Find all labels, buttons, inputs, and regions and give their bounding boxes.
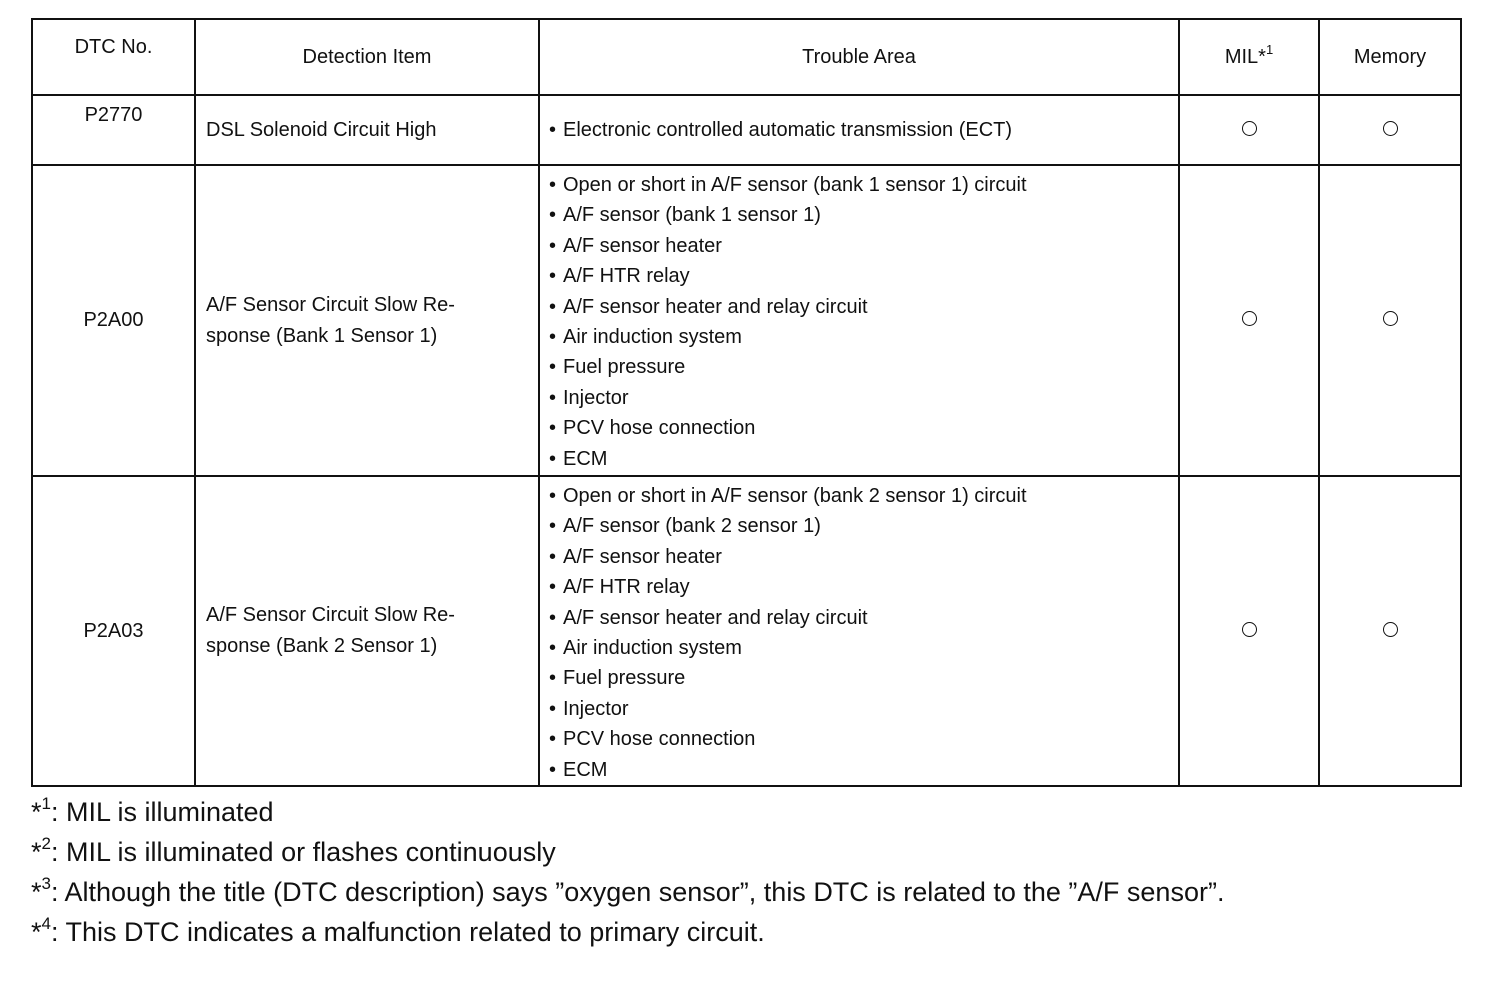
circle-icon xyxy=(1383,311,1398,326)
circle-icon xyxy=(1383,622,1398,637)
bullet-icon: • xyxy=(549,118,557,141)
table-row xyxy=(32,165,1461,476)
list-item-text: Air induction system xyxy=(563,326,742,349)
dtc-code: P2A00 xyxy=(32,165,195,476)
list-item-text: ECM xyxy=(563,758,608,781)
list-item xyxy=(549,724,1178,754)
footnote-text: : MIL is illuminated xyxy=(50,797,274,827)
list-item xyxy=(549,663,1178,693)
list-item xyxy=(549,413,1178,443)
list-item-text: Injector xyxy=(563,697,629,720)
footnotes xyxy=(31,792,1471,952)
mil-cell xyxy=(1179,476,1319,786)
list-item-text: A/F sensor heater xyxy=(563,234,722,257)
bullet-icon: • xyxy=(549,386,557,409)
footnote-asterisk: * xyxy=(31,877,42,907)
list-item xyxy=(549,292,1178,322)
bullet-icon: • xyxy=(549,234,557,257)
bullet-icon: • xyxy=(549,667,557,690)
footnote xyxy=(31,792,1471,832)
list-item-text: Open or short in A/F sensor (bank 1 sensor 1) circuit xyxy=(563,174,1027,196)
footnote-number: 3 xyxy=(41,874,51,893)
header-memory: Memory xyxy=(1319,19,1461,95)
detection-item xyxy=(195,165,539,476)
table-header-row xyxy=(32,19,1461,95)
header-mil xyxy=(1179,19,1319,95)
memory-cell xyxy=(1319,165,1461,476)
bullet-icon: • xyxy=(549,485,557,507)
trouble-area-list xyxy=(549,477,1178,785)
list-item-text: A/F sensor heater and relay circuit xyxy=(563,606,868,629)
bullet-icon: • xyxy=(549,606,557,629)
footnote-number: 4 xyxy=(41,914,51,933)
list-item-text: A/F HTR relay xyxy=(563,576,690,599)
list-item-text: ECM xyxy=(563,447,608,470)
bullet-icon: • xyxy=(549,356,557,379)
list-item xyxy=(549,322,1178,352)
footnote-text: : Although the title (DTC description) says ”oxygen sensor”, this DTC is related to the ”A/F sensor”. xyxy=(50,877,1225,907)
list-item xyxy=(549,352,1178,382)
footnote xyxy=(31,832,1471,872)
list-item-text: Air induction system xyxy=(563,637,742,660)
table-row xyxy=(32,95,1461,165)
list-item xyxy=(549,542,1178,572)
header-trouble-area: Trouble Area xyxy=(539,19,1179,95)
list-item xyxy=(549,261,1178,291)
detection-item xyxy=(195,476,539,786)
detection-item-line: sponse (Bank 1 Sensor 1) xyxy=(206,324,438,347)
list-item xyxy=(549,383,1178,413)
list-item-text: A/F sensor (bank 1 sensor 1) xyxy=(563,204,821,227)
header-mil-label: MIL* xyxy=(1224,45,1266,68)
memory-cell xyxy=(1319,476,1461,786)
list-item-text: PCV hose connection xyxy=(563,728,756,751)
trouble-area xyxy=(539,476,1179,786)
trouble-area xyxy=(539,95,1179,165)
detection-item-line: DSL Solenoid Circuit High xyxy=(206,118,437,141)
bullet-icon: • xyxy=(549,417,557,440)
detection-item-line: sponse (Bank 2 Sensor 1) xyxy=(206,635,438,658)
footnote-mark xyxy=(31,792,51,832)
dtc-code: P2770 xyxy=(32,95,195,165)
bullet-icon: • xyxy=(549,637,557,660)
detection-item-line: A/F Sensor Circuit Slow Re- xyxy=(206,604,455,627)
bullet-icon: • xyxy=(549,326,557,349)
circle-icon xyxy=(1383,121,1398,136)
memory-cell xyxy=(1319,95,1461,165)
footnote-mark xyxy=(31,872,51,912)
footnote xyxy=(31,872,1471,912)
footnote-mark xyxy=(31,832,51,872)
footnote-number: 1 xyxy=(41,794,51,813)
mil-cell xyxy=(1179,95,1319,165)
list-item-text: A/F sensor heater xyxy=(563,545,722,568)
bullet-icon: • xyxy=(549,758,557,781)
bullet-icon: • xyxy=(549,265,557,288)
footnote-number: 2 xyxy=(41,834,51,853)
footnote-asterisk: * xyxy=(31,837,42,867)
list-item xyxy=(549,481,1178,511)
table-row xyxy=(32,476,1461,786)
list-item-text: Electronic controlled automatic transmission (ECT) xyxy=(563,118,1013,141)
list-item xyxy=(549,694,1178,724)
footnote-asterisk: * xyxy=(31,797,42,827)
list-item-text: Fuel pressure xyxy=(563,667,686,690)
list-item-text: A/F sensor (bank 2 sensor 1) xyxy=(563,515,821,538)
list-item-text: Injector xyxy=(563,386,629,409)
footnote-text: : MIL is illuminated or flashes continuously xyxy=(50,837,556,867)
list-item xyxy=(549,444,1178,474)
bullet-icon: • xyxy=(549,697,557,720)
bullet-icon: • xyxy=(549,728,557,751)
circle-icon xyxy=(1242,311,1257,326)
bullet-icon: • xyxy=(549,174,557,196)
trouble-area-list xyxy=(549,166,1178,474)
dtc-code: P2A03 xyxy=(32,476,195,786)
list-item xyxy=(549,603,1178,633)
trouble-area xyxy=(539,165,1179,476)
bullet-icon: • xyxy=(549,447,557,470)
list-item xyxy=(549,511,1178,541)
header-detection-item: Detection Item xyxy=(195,19,539,95)
list-item xyxy=(549,115,1178,145)
list-item-text: Open or short in A/F sensor (bank 2 sensor 1) circuit xyxy=(563,485,1027,507)
bullet-icon: • xyxy=(549,545,557,568)
footnote-text: : This DTC indicates a malfunction related to primary circuit. xyxy=(50,917,765,947)
header-mil-note: 1 xyxy=(1265,41,1274,57)
header-dtc-no: DTC No. xyxy=(32,19,195,95)
bullet-icon: • xyxy=(549,295,557,318)
list-item xyxy=(549,200,1178,230)
list-item-text: A/F sensor heater and relay circuit xyxy=(563,295,868,318)
list-item-text: A/F HTR relay xyxy=(563,265,690,288)
detection-item-line: A/F Sensor Circuit Slow Re- xyxy=(206,293,455,316)
list-item xyxy=(549,572,1178,602)
circle-icon xyxy=(1242,622,1257,637)
bullet-icon: • xyxy=(549,515,557,538)
list-item xyxy=(549,231,1178,261)
list-item-text: Fuel pressure xyxy=(563,356,686,379)
footnote-asterisk: * xyxy=(31,917,42,947)
footnote xyxy=(31,912,1471,952)
trouble-area-list xyxy=(549,115,1178,145)
bullet-icon: • xyxy=(549,204,557,227)
list-item xyxy=(549,633,1178,663)
list-item xyxy=(549,755,1178,785)
circle-icon xyxy=(1242,121,1257,136)
mil-cell xyxy=(1179,165,1319,476)
dtc-table xyxy=(31,18,1462,787)
footnote-mark xyxy=(31,912,51,952)
bullet-icon: • xyxy=(549,576,557,599)
list-item xyxy=(549,170,1178,200)
detection-item xyxy=(195,95,539,165)
list-item-text: PCV hose connection xyxy=(563,417,756,440)
